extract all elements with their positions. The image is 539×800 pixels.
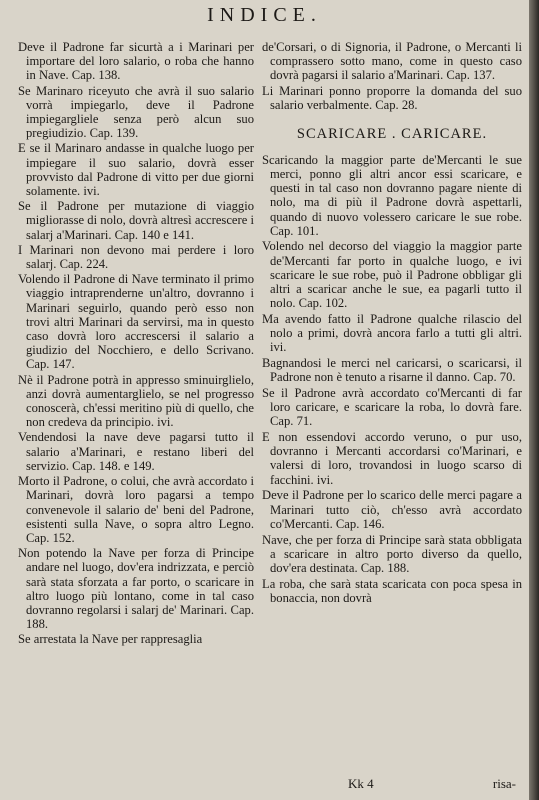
index-entry: Volendo il Padrone di Nave terminato il primo viaggio intraprenderne un'altro, dovranno i Marinari seguirlo, quando però esso non trovi altri Marinari da servirsi, ma in questo caso dovrà loro accrescersi il salario a giudizio del Nocchiero, e dello Scrivano. Cap. 147. [18,272,254,372]
index-entry: E se il Marinaro andasse in qualche luogo per impiegare il suo salario, dovrà esser provvisto dal Padrone di vitto per due giorni solamente. ivi. [18,141,254,199]
index-entry: Vendendosi la nave deve pagarsi tutto il salario a'Marinari, e restano liberi del servizio. Cap. 148. e 149. [18,430,254,473]
index-entry: Se il Padrone per mutazione di viaggio migliorasse di nolo, dovrà altresì accrescere i salarj a'Marinari. Cap. 140 e 141. [18,199,254,242]
signature-mark: Kk 4 [348,776,374,791]
left-column [18,40,254,648]
index-entry: Deve il Padrone per lo scarico delle merci pagare a Marinari tutto ciò, ch'esso avrà accordato co'Mercanti. Cap. 146. [262,488,522,531]
index-entry: Volendo nel decorso del viaggio la maggior parte de'Mercanti far porto in qualche luogo, e ivi scaricare le sue robe, può il Padrone obbligar gli altri a scaricar anche le sue, ea pagarli tutto il nolo. Cap. 102. [262,239,522,311]
index-entry: Non potendo la Nave per forza di Principe andare nel luogo, dov'era indrizzata, e perciò sarà stata sforzata a far porto, o scaricare in altro luogo più lontano, come in tal caso dovranno regolarsi i salarj de' Marinari. Cap. 188. [18,546,254,632]
page-edge-shadow [529,0,539,800]
index-entry: Scaricando la maggior parte de'Mercanti le sue merci, ponno gli altri ancor essi scaricare, e questi in tal caso non dovranno pagare niente di nolo, ma di più il Padrone dovrà aspettarli, quando di nuovo volessero caricare le sue robe. Cap. 101. [262,152,522,238]
index-entry: Se il Padrone avrà accordato co'Mercanti di far loro caricare, e scaricare la roba, lo dovrà fare. Cap. 71. [262,385,522,429]
index-entry: E non essendovi accordo veruno, o pur uso, dovranno i Mercanti accordarsi co'Marinari, e valersi di loro, trovandosi in luogo scarso di facchini. ivi. [262,430,522,487]
index-entry: Se arrestata la Nave per rappresaglia [18,632,203,647]
section-heading: SCARICARE . CARICARE. [296,125,488,142]
index-entry: Nè il Padrone potrà in appresso sminuirglielo, anzi dovrà aumentarglielo, se nel progresso conoscerà, ch'essi meritino più di quello, che non credeva da principio. ivi. [18,372,254,430]
index-entry: Ma avendo fatto il Padrone qualche rilascio del nolo a primi, dovrà ancora farlo a tutti gli altri. ivi. [262,311,522,355]
index-entry: Deve il Padrone far sicurtà a i Marinari per importare del loro salario, o roba che hanno in Nave. Cap. 138. [18,40,254,83]
index-entry: Bagnandosi le merci nel caricarsi, o scaricarsi, il Padrone non è tenuto a risarne il danno. Cap. 70. [262,356,522,385]
right-column [262,40,522,607]
page-title: INDICE. [207,4,322,26]
index-entry: Nave, che per forza di Principe sarà stata obbligata a scaricare in altro porto diverso da quello, dov'era destinata. Cap. 188. [262,532,522,575]
index-entry: I Marinari non devono mai perdere i loro salarj. Cap. 224. [18,242,254,272]
index-entry: Se Marinaro riceyuto che avrà il suo salario vorrà impiegarlo, deve il Padrone impiegargliele senza però alcun suo pregiudizio. Cap. 139. [18,83,254,141]
index-entry: de'Corsari, o di Signoria, il Padrone, o Mercanti li comprassero sotto mano, come in questo caso dovrà pagarsi il salario a'Marinari. Cap. 137. [262,40,522,83]
catchword: risa- [492,776,516,791]
index-entry: Li Marinari ponno proporre la domanda del suo salario verbalmente. Cap. 28. [262,84,522,113]
index-entry: Morto il Padrone, o colui, che avrà accordato i Marinari, dovrà loro pagarsi a tempo convenevole il salario de' beni del Padrone, esistenti sulla Nave, o sopra altro Legno. Cap. 152. [18,474,254,545]
index-entry: La roba, che sarà stata scaricata con poca spesa in bonaccia, non dovrà [262,576,522,605]
